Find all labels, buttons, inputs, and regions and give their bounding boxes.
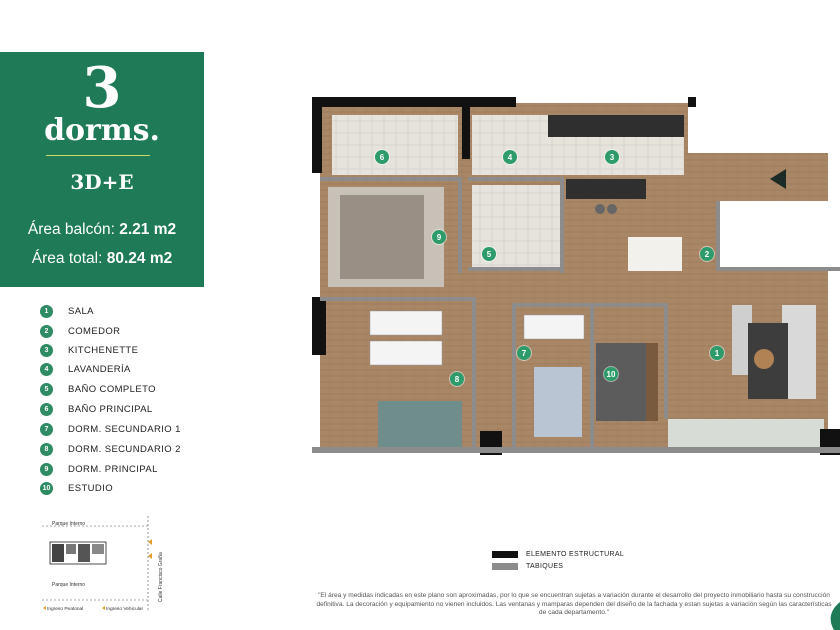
pedestrian-entry-arrow	[148, 539, 152, 545]
master-bath-floor	[332, 115, 458, 175]
structural-legend-label: ELEMENTO ESTRUCTURAL	[526, 551, 625, 558]
room-marker: 2	[700, 247, 714, 261]
vehicular-legend-arrow	[102, 606, 105, 610]
room-marker: 8	[450, 372, 464, 386]
building-block	[52, 544, 64, 562]
legend-label: BAÑO COMPLETO	[68, 383, 156, 395]
legend-label: KITCHENETTE	[68, 344, 139, 356]
dining-table	[628, 237, 682, 271]
location-key-map	[40, 512, 180, 616]
pedestrian-legend-arrow	[43, 606, 46, 610]
vehicular-entry-label: Ingreso Vehicular	[106, 607, 144, 612]
closet	[370, 341, 442, 365]
legend-item	[40, 402, 210, 416]
balcony-area-value: 2.21 m2	[119, 221, 177, 238]
partitions-swatch	[492, 563, 518, 570]
structural-legend	[492, 551, 624, 558]
legend-label: BAÑO PRINCIPAL	[68, 403, 153, 415]
legend-item	[40, 343, 210, 357]
exterior-area	[718, 201, 840, 269]
total-area-row	[0, 249, 204, 269]
legend-number-badge: 4	[40, 363, 53, 376]
room-marker: 9	[432, 230, 446, 244]
legend-item	[40, 462, 210, 476]
pedestrian-entry-label: Ingreso Peatonal	[47, 607, 84, 612]
coffee-table	[754, 349, 774, 369]
study-desk	[646, 343, 658, 421]
room-marker: 5	[482, 247, 496, 261]
legend-label: DORM. PRINCIPAL	[68, 463, 158, 475]
study-rug	[596, 343, 646, 421]
legend-item	[40, 422, 210, 436]
room-marker: 7	[517, 346, 531, 360]
legend-item	[40, 382, 210, 396]
partitions-legend	[492, 563, 563, 570]
structural-swatch	[492, 551, 518, 558]
park-bottom-label: Parque Interno	[52, 582, 86, 588]
street-label: Calle Francisco Graña	[158, 552, 164, 602]
legend-number-badge: 1	[40, 305, 53, 318]
total-area-label: Área total:	[31, 250, 103, 267]
stool	[595, 204, 605, 214]
exterior-area	[688, 97, 840, 153]
legend-item	[40, 324, 210, 338]
bed-secondary-2	[378, 401, 462, 449]
legend-item	[40, 442, 210, 456]
total-area-value: 80.24 m2	[106, 250, 173, 267]
dorms-label: dorms.	[44, 113, 160, 148]
kitchen-island	[566, 179, 646, 199]
brand-leaf-icon	[826, 602, 840, 630]
unit-type-code: 3D+E	[70, 170, 134, 194]
legend-label: DORM. SECUNDARIO 2	[68, 443, 181, 455]
legend-number-badge: 5	[40, 383, 53, 396]
kitchen-counter	[548, 115, 684, 137]
legend-label: COMEDOR	[68, 325, 121, 337]
partitions-legend-label: TABIQUES	[526, 563, 564, 570]
legend-number-badge: 2	[40, 325, 53, 338]
stool	[607, 204, 617, 214]
room-marker: 6	[375, 150, 389, 164]
park-top-label: Parque Interno	[52, 521, 86, 527]
legend-number-badge: 9	[40, 463, 53, 476]
balcony-area-label: Área balcón:	[27, 221, 115, 238]
legend-item	[40, 304, 210, 318]
bedroom-count: 3	[82, 55, 122, 121]
room-marker: 1	[710, 346, 724, 360]
legend-item	[40, 481, 210, 495]
disclaimer-text: "El área y medidas indicadas en este plano son aproximadas, por lo que se encuentran sujetas a variación durante el desarrollo del proyecto inmobiliario hasta su construcción definitiva. La decoración y equipamiento no vienen incluidos. Las ventanas y mamparas dependen del diseño de la fachada y estan sujetas a variación según las características de cada departamento."	[316, 592, 832, 617]
floor-plan	[312, 97, 840, 459]
room-marker: 3	[605, 150, 619, 164]
legend-number-badge: 7	[40, 423, 53, 436]
unit-info-card	[0, 52, 204, 287]
bed-secondary-1	[534, 367, 582, 437]
room-marker: 10	[604, 367, 618, 381]
legend-number-badge: 6	[40, 403, 53, 416]
legend-number-badge: 10	[40, 482, 53, 495]
building-block	[92, 544, 104, 554]
floor-plan-drawing	[312, 97, 840, 459]
legend-label: LAVANDERÍA	[68, 363, 131, 375]
building-block	[66, 544, 76, 554]
legend-label: SALA	[68, 305, 94, 317]
card-divider	[46, 155, 150, 156]
legend-label: DORM. SECUNDARIO 1	[68, 423, 181, 435]
vehicular-entry-arrow	[148, 553, 152, 559]
balcony-area-row	[0, 220, 204, 240]
legend-number-badge: 3	[40, 344, 53, 357]
room-marker: 4	[503, 150, 517, 164]
legend-label: ESTUDIO	[68, 482, 114, 494]
legend-number-badge: 8	[40, 443, 53, 456]
legend-item	[40, 362, 210, 376]
closet	[524, 315, 584, 339]
master-bed-cover	[340, 195, 424, 279]
building-block	[78, 544, 90, 562]
closet	[370, 311, 442, 335]
